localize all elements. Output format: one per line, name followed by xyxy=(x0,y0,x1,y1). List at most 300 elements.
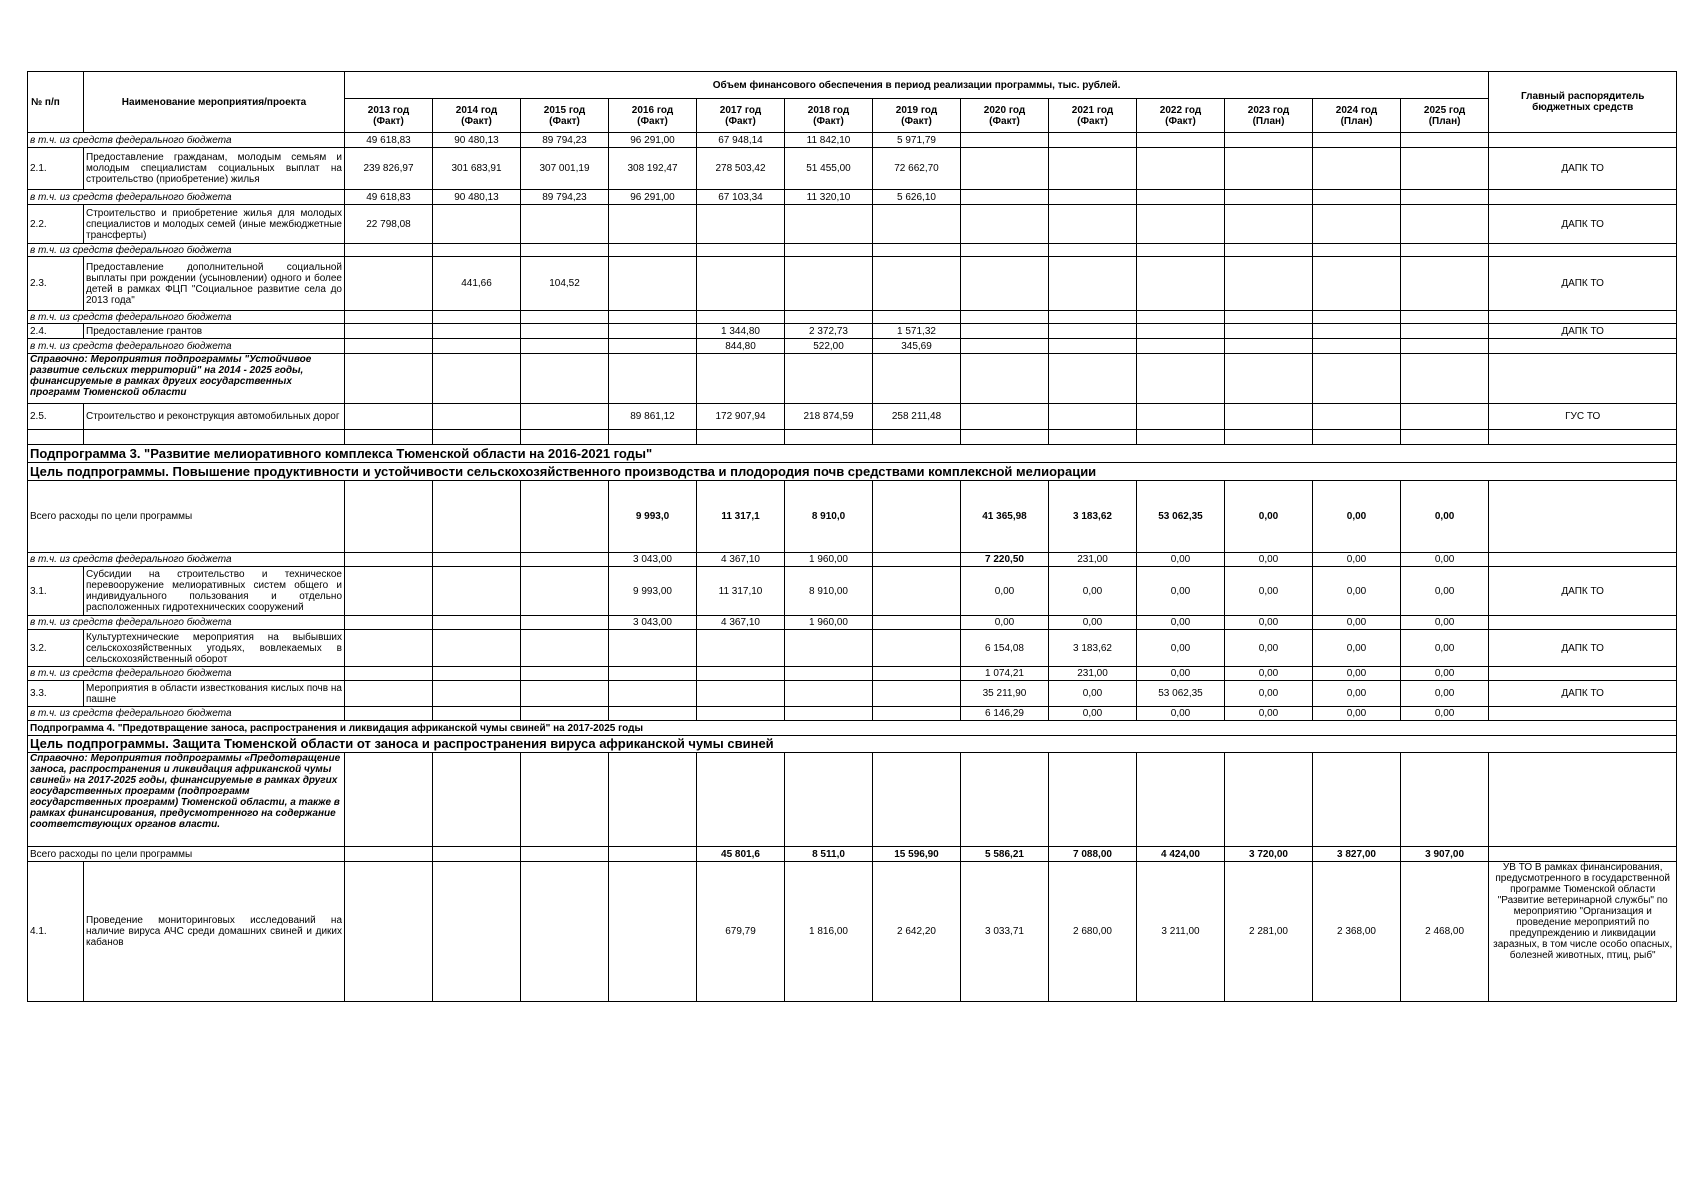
value-cell: 3 907,00 xyxy=(1401,847,1489,862)
value-cell: 11 317,1 xyxy=(697,481,785,553)
total-label: Всего расходы по цели программы xyxy=(28,481,345,553)
value-cell: 0,00 xyxy=(1401,681,1489,707)
value-cell xyxy=(609,311,697,324)
header-year-1 xyxy=(433,99,521,133)
value-cell xyxy=(961,257,1049,311)
main-manager-cell xyxy=(1489,339,1677,354)
federal-budget-row xyxy=(28,707,1677,721)
value-cell: 2 642,20 xyxy=(873,862,961,1002)
total-row xyxy=(28,481,1677,553)
value-cell: 7 220,50 xyxy=(961,553,1049,567)
main-manager-cell xyxy=(1489,667,1677,681)
value-cell: 0,00 xyxy=(1225,567,1313,616)
value-cell: 0,00 xyxy=(1049,707,1137,721)
value-cell: 239 826,97 xyxy=(345,148,433,190)
value-cell xyxy=(1137,244,1225,257)
value-cell: 90 480,13 xyxy=(433,133,521,148)
value-cell xyxy=(873,354,961,404)
value-cell xyxy=(1401,205,1489,244)
value-cell xyxy=(961,404,1049,430)
value-cell: 231,00 xyxy=(1049,667,1137,681)
value-cell xyxy=(1049,205,1137,244)
empty-cell xyxy=(1401,430,1489,445)
value-cell: 0,00 xyxy=(1313,616,1401,630)
header-year-9 xyxy=(1137,99,1225,133)
value-cell xyxy=(521,847,609,862)
value-cell: 35 211,90 xyxy=(961,681,1049,707)
header-year-kind: (Факт) xyxy=(1077,115,1108,127)
value-cell: 3 183,62 xyxy=(1049,481,1137,553)
value-cell xyxy=(433,553,521,567)
federal-budget-label: в т.ч. из средств федерального бюджета xyxy=(28,553,345,567)
value-cell xyxy=(1137,354,1225,404)
row-number: 2.2. xyxy=(28,205,84,244)
value-cell: 1 960,00 xyxy=(785,553,873,567)
header-year-3 xyxy=(609,99,697,133)
value-cell xyxy=(345,553,433,567)
value-cell: 3 211,00 xyxy=(1137,862,1225,1002)
value-cell xyxy=(345,707,433,721)
main-manager-cell xyxy=(1489,190,1677,205)
value-cell: 72 662,70 xyxy=(873,148,961,190)
value-cell xyxy=(345,847,433,862)
value-cell xyxy=(1049,244,1137,257)
value-cell xyxy=(1049,311,1137,324)
value-cell: 0,00 xyxy=(1401,567,1489,616)
value-cell xyxy=(1401,190,1489,205)
main-manager-cell xyxy=(1489,311,1677,324)
main-manager-cell: ДАПК ТО xyxy=(1489,681,1677,707)
value-cell: 89 861,12 xyxy=(609,404,697,430)
main-manager-cell: ДАПК ТО xyxy=(1489,630,1677,667)
subprogram-title: Подпрограмма 3. "Развитие мелиоративного комплекса Тюменской области на 2016-2021 годы" xyxy=(28,445,1677,463)
value-cell: 0,00 xyxy=(1137,667,1225,681)
value-cell: 3 043,00 xyxy=(609,553,697,567)
federal-budget-label: в т.ч. из средств федерального бюджета xyxy=(28,244,345,257)
header-year-label: 2018 год xyxy=(807,104,850,116)
value-cell xyxy=(521,244,609,257)
value-cell xyxy=(1313,148,1401,190)
value-cell: 3 720,00 xyxy=(1225,847,1313,862)
empty-cell xyxy=(28,430,84,445)
empty-cell xyxy=(873,430,961,445)
reference-note: Справочно: Мероприятия подпрограммы «Предотвращение заноса, распространения и ликвидация африканской чумы свиней» на 2017-2025 годы, финансируемые в рамках других государственных программ (подпрограмм государственных программ) Тюменской области, а также в рамках финансирования, предусмотренного на содержание соответствующих органов власти. xyxy=(28,753,345,847)
event-name: Мероприятия в области известкования кислых почв на пашне xyxy=(84,681,345,707)
table-row xyxy=(28,205,1677,244)
value-cell: 89 794,23 xyxy=(521,190,609,205)
value-cell xyxy=(873,481,961,553)
value-cell xyxy=(1137,311,1225,324)
value-cell xyxy=(345,481,433,553)
value-cell xyxy=(1225,404,1313,430)
value-cell xyxy=(785,681,873,707)
federal-budget-label: в т.ч. из средств федерального бюджета xyxy=(28,190,345,205)
value-cell xyxy=(609,339,697,354)
value-cell: 0,00 xyxy=(961,567,1049,616)
table-row xyxy=(28,681,1677,707)
value-cell xyxy=(345,404,433,430)
value-cell: 8 910,00 xyxy=(785,567,873,616)
header-year-label: 2013 год xyxy=(367,104,410,116)
value-cell: 0,00 xyxy=(1225,616,1313,630)
event-name: Строительство и приобретение жилья для молодых специалистов и молодых семей (иные межбюджетные трансферты) xyxy=(84,205,345,244)
value-cell: 96 291,00 xyxy=(609,133,697,148)
value-cell xyxy=(785,205,873,244)
empty-cell xyxy=(521,430,609,445)
header-year-kind: (Факт) xyxy=(461,115,492,127)
main-manager-cell: ДАПК ТО xyxy=(1489,148,1677,190)
value-cell xyxy=(961,324,1049,339)
value-cell xyxy=(873,681,961,707)
federal-budget-row xyxy=(28,667,1677,681)
value-cell xyxy=(345,244,433,257)
table-row xyxy=(28,630,1677,667)
value-cell: 3 183,62 xyxy=(1049,630,1137,667)
header-year-kind: (План) xyxy=(1252,115,1285,127)
header-year-kind: (Факт) xyxy=(813,115,844,127)
value-cell xyxy=(961,205,1049,244)
value-cell: 441,66 xyxy=(433,257,521,311)
federal-budget-label: в т.ч. из средств федерального бюджета xyxy=(28,311,345,324)
value-cell xyxy=(433,707,521,721)
main-manager-cell: ГУС ТО xyxy=(1489,404,1677,430)
federal-budget-row xyxy=(28,339,1677,354)
header-year-kind: (Факт) xyxy=(373,115,404,127)
value-cell xyxy=(785,354,873,404)
value-cell: 0,00 xyxy=(1313,481,1401,553)
value-cell: 4 367,10 xyxy=(697,616,785,630)
empty-cell xyxy=(697,430,785,445)
value-cell: 1 074,21 xyxy=(961,667,1049,681)
value-cell xyxy=(1313,133,1401,148)
federal-budget-row xyxy=(28,133,1677,148)
event-name: Предоставление гражданам, молодым семьям и молодым специалистам социальных выплат на строительство (приобретение) жилья xyxy=(84,148,345,190)
header-year-kind: (Факт) xyxy=(637,115,668,127)
value-cell xyxy=(433,205,521,244)
value-cell xyxy=(961,354,1049,404)
value-cell: 0,00 xyxy=(1225,681,1313,707)
value-cell xyxy=(1401,753,1489,847)
value-cell xyxy=(345,753,433,847)
main-manager-cell xyxy=(1489,354,1677,404)
value-cell xyxy=(433,311,521,324)
value-cell xyxy=(345,862,433,1002)
value-cell xyxy=(433,481,521,553)
header-year-8 xyxy=(1049,99,1137,133)
value-cell xyxy=(1137,753,1225,847)
value-cell: 172 907,94 xyxy=(697,404,785,430)
value-cell xyxy=(609,630,697,667)
value-cell: 0,00 xyxy=(1401,553,1489,567)
row-number: 2.1. xyxy=(28,148,84,190)
value-cell xyxy=(1137,190,1225,205)
value-cell xyxy=(1313,205,1401,244)
value-cell xyxy=(433,681,521,707)
value-cell: 22 798,08 xyxy=(345,205,433,244)
value-cell: 0,00 xyxy=(1049,681,1137,707)
value-cell xyxy=(345,667,433,681)
value-cell xyxy=(609,324,697,339)
value-cell: 9 993,00 xyxy=(609,567,697,616)
value-cell xyxy=(1049,354,1137,404)
value-cell xyxy=(961,753,1049,847)
empty-cell xyxy=(433,430,521,445)
empty-cell xyxy=(345,430,433,445)
empty-cell xyxy=(961,430,1049,445)
value-cell: 0,00 xyxy=(1225,553,1313,567)
value-cell: 8 910,0 xyxy=(785,481,873,553)
value-cell: 96 291,00 xyxy=(609,190,697,205)
value-cell: 89 794,23 xyxy=(521,133,609,148)
value-cell xyxy=(1049,257,1137,311)
value-cell: 0,00 xyxy=(1137,630,1225,667)
value-cell xyxy=(1401,354,1489,404)
value-cell: 301 683,91 xyxy=(433,148,521,190)
value-cell xyxy=(1225,205,1313,244)
main-manager-cell xyxy=(1489,847,1677,862)
value-cell xyxy=(609,257,697,311)
value-cell xyxy=(609,354,697,404)
value-cell: 7 088,00 xyxy=(1049,847,1137,862)
value-cell: 3 033,71 xyxy=(961,862,1049,1002)
federal-budget-label: в т.ч. из средств федерального бюджета xyxy=(28,339,345,354)
value-cell xyxy=(961,148,1049,190)
value-cell xyxy=(345,339,433,354)
header-number: № п/п xyxy=(28,72,84,133)
empty-cell xyxy=(609,430,697,445)
value-cell: 11 842,10 xyxy=(785,133,873,148)
header-year-6 xyxy=(873,99,961,133)
value-cell: 0,00 xyxy=(1313,667,1401,681)
main-manager-cell xyxy=(1489,133,1677,148)
value-cell xyxy=(609,681,697,707)
value-cell: 0,00 xyxy=(1313,681,1401,707)
value-cell: 0,00 xyxy=(1401,630,1489,667)
value-cell xyxy=(1225,753,1313,847)
value-cell: 0,00 xyxy=(961,616,1049,630)
value-cell xyxy=(433,630,521,667)
empty-cell xyxy=(1137,430,1225,445)
value-cell xyxy=(1401,311,1489,324)
value-cell xyxy=(521,567,609,616)
value-cell: 53 062,35 xyxy=(1137,481,1225,553)
header-year-kind: (План) xyxy=(1340,115,1373,127)
value-cell: 49 618,83 xyxy=(345,133,433,148)
value-cell xyxy=(433,847,521,862)
value-cell xyxy=(873,311,961,324)
value-cell xyxy=(1225,311,1313,324)
event-name: Строительство и реконструкция автомобильных дорог xyxy=(84,404,345,430)
value-cell xyxy=(609,205,697,244)
header-year-label: 2017 год xyxy=(719,104,762,116)
header-year-label: 2019 год xyxy=(895,104,938,116)
value-cell xyxy=(697,257,785,311)
value-cell xyxy=(697,681,785,707)
value-cell: 67 103,34 xyxy=(697,190,785,205)
value-cell: 9 993,0 xyxy=(609,481,697,553)
value-cell: 0,00 xyxy=(1313,707,1401,721)
value-cell: 15 596,90 xyxy=(873,847,961,862)
value-cell: 4 367,10 xyxy=(697,553,785,567)
value-cell xyxy=(609,862,697,1002)
value-cell xyxy=(521,339,609,354)
value-cell xyxy=(1313,257,1401,311)
value-cell: 0,00 xyxy=(1137,553,1225,567)
value-cell: 5 971,79 xyxy=(873,133,961,148)
value-cell: 0,00 xyxy=(1401,707,1489,721)
value-cell xyxy=(609,753,697,847)
value-cell xyxy=(1137,339,1225,354)
value-cell xyxy=(873,244,961,257)
value-cell: 11 320,10 xyxy=(785,190,873,205)
event-name: Культуртехнические мероприятия на выбывших сельскохозяйственных угодьях, вовлекаемых в сельскохозяйственный оборот xyxy=(84,630,345,667)
value-cell xyxy=(1225,324,1313,339)
value-cell: 0,00 xyxy=(1401,667,1489,681)
value-cell xyxy=(1225,244,1313,257)
value-cell: 0,00 xyxy=(1313,630,1401,667)
header-event-name: Наименование мероприятия/проекта xyxy=(84,72,345,133)
value-cell: 0,00 xyxy=(1225,667,1313,681)
empty-cell xyxy=(1049,430,1137,445)
value-cell xyxy=(961,339,1049,354)
header-year-label: 2021 год xyxy=(1071,104,1114,116)
value-cell xyxy=(521,707,609,721)
value-cell xyxy=(433,862,521,1002)
value-cell xyxy=(1137,404,1225,430)
federal-budget-label: в т.ч. из средств федерального бюджета xyxy=(28,133,345,148)
value-cell: 104,52 xyxy=(521,257,609,311)
value-cell xyxy=(873,257,961,311)
total-row xyxy=(28,847,1677,862)
table-row xyxy=(28,404,1677,430)
value-cell xyxy=(1049,753,1137,847)
value-cell xyxy=(345,630,433,667)
value-cell xyxy=(1049,190,1137,205)
value-cell xyxy=(433,667,521,681)
value-cell: 0,00 xyxy=(1049,616,1137,630)
header-year-label: 2016 год xyxy=(631,104,674,116)
value-cell: 522,00 xyxy=(785,339,873,354)
main-manager-cell xyxy=(1489,707,1677,721)
value-cell xyxy=(785,311,873,324)
subprogram-title: Подпрограмма 4. "Предотвращение заноса, распространения и ликвидация африканской чумы свиней" на 2017-2025 годы xyxy=(28,721,1677,736)
main-manager-cell: ДАПК ТО xyxy=(1489,257,1677,311)
header-year-kind: (План) xyxy=(1428,115,1461,127)
value-cell xyxy=(1225,339,1313,354)
value-cell xyxy=(961,311,1049,324)
row-number: 4.1. xyxy=(28,862,84,1002)
value-cell: 278 503,42 xyxy=(697,148,785,190)
value-cell xyxy=(345,616,433,630)
main-manager-cell: ДАПК ТО xyxy=(1489,567,1677,616)
blank-row xyxy=(28,430,1677,445)
subprogram-row xyxy=(28,445,1677,463)
header-year-kind: (Факт) xyxy=(1165,115,1196,127)
value-cell xyxy=(1401,324,1489,339)
value-cell xyxy=(433,339,521,354)
value-cell: 45 801,6 xyxy=(697,847,785,862)
header-year-kind: (Факт) xyxy=(549,115,580,127)
value-cell xyxy=(785,707,873,721)
value-cell xyxy=(961,190,1049,205)
value-cell xyxy=(433,244,521,257)
value-cell: 90 480,13 xyxy=(433,190,521,205)
header-year-5 xyxy=(785,99,873,133)
header-year-7 xyxy=(961,99,1049,133)
value-cell xyxy=(521,753,609,847)
value-cell xyxy=(1313,404,1401,430)
value-cell xyxy=(697,707,785,721)
value-cell xyxy=(521,404,609,430)
value-cell xyxy=(521,481,609,553)
value-cell: 258 211,48 xyxy=(873,404,961,430)
main-manager-cell: ДАПК ТО xyxy=(1489,205,1677,244)
federal-budget-row xyxy=(28,244,1677,257)
value-cell: 3 043,00 xyxy=(609,616,697,630)
value-cell xyxy=(521,630,609,667)
value-cell xyxy=(521,324,609,339)
value-cell: 41 365,98 xyxy=(961,481,1049,553)
value-cell: 0,00 xyxy=(1225,707,1313,721)
main-manager-cell xyxy=(1489,553,1677,567)
value-cell xyxy=(433,753,521,847)
value-cell xyxy=(1401,133,1489,148)
value-cell: 0,00 xyxy=(1137,567,1225,616)
value-cell xyxy=(697,311,785,324)
header-year-0 xyxy=(345,99,433,133)
value-cell: 0,00 xyxy=(1225,481,1313,553)
value-cell xyxy=(345,681,433,707)
empty-cell xyxy=(785,430,873,445)
row-number: 3.1. xyxy=(28,567,84,616)
main-manager-cell: УВ ТО В рамках финансирования, предусмотренного в государственной программе Тюменской области "Развитие ветеринарной службы" по мероприятию "Организация и проведение мероприятий по предупреждению и ликвидации заразных, в том числе особо опасных, болезней животных, птиц, рыб" xyxy=(1489,862,1677,1002)
value-cell xyxy=(1225,148,1313,190)
header-year-2 xyxy=(521,99,609,133)
value-cell: 1 571,32 xyxy=(873,324,961,339)
table-row xyxy=(28,567,1677,616)
header-year-kind: (Факт) xyxy=(989,115,1020,127)
value-cell xyxy=(1137,205,1225,244)
value-cell: 0,00 xyxy=(1049,567,1137,616)
value-cell: 3 827,00 xyxy=(1313,847,1401,862)
value-cell xyxy=(521,862,609,1002)
value-cell: 844,80 xyxy=(697,339,785,354)
header-year-label: 2014 год xyxy=(455,104,498,116)
value-cell: 1 960,00 xyxy=(785,616,873,630)
value-cell xyxy=(433,354,521,404)
value-cell: 0,00 xyxy=(1137,707,1225,721)
value-cell: 2 680,00 xyxy=(1049,862,1137,1002)
value-cell xyxy=(521,681,609,707)
subprogram-row xyxy=(28,463,1677,481)
value-cell xyxy=(785,630,873,667)
value-cell: 2 281,00 xyxy=(1225,862,1313,1002)
empty-cell xyxy=(84,430,345,445)
value-cell: 51 455,00 xyxy=(785,148,873,190)
value-cell: 0,00 xyxy=(1401,616,1489,630)
header-year-label: 2015 год xyxy=(543,104,586,116)
value-cell xyxy=(609,847,697,862)
row-number: 2.5. xyxy=(28,404,84,430)
value-cell xyxy=(345,311,433,324)
value-cell xyxy=(1225,354,1313,404)
value-cell xyxy=(873,553,961,567)
value-cell xyxy=(1401,244,1489,257)
federal-budget-label: в т.ч. из средств федерального бюджета xyxy=(28,616,345,630)
subprogram-row xyxy=(28,736,1677,753)
value-cell xyxy=(1049,133,1137,148)
header-year-12 xyxy=(1401,99,1489,133)
